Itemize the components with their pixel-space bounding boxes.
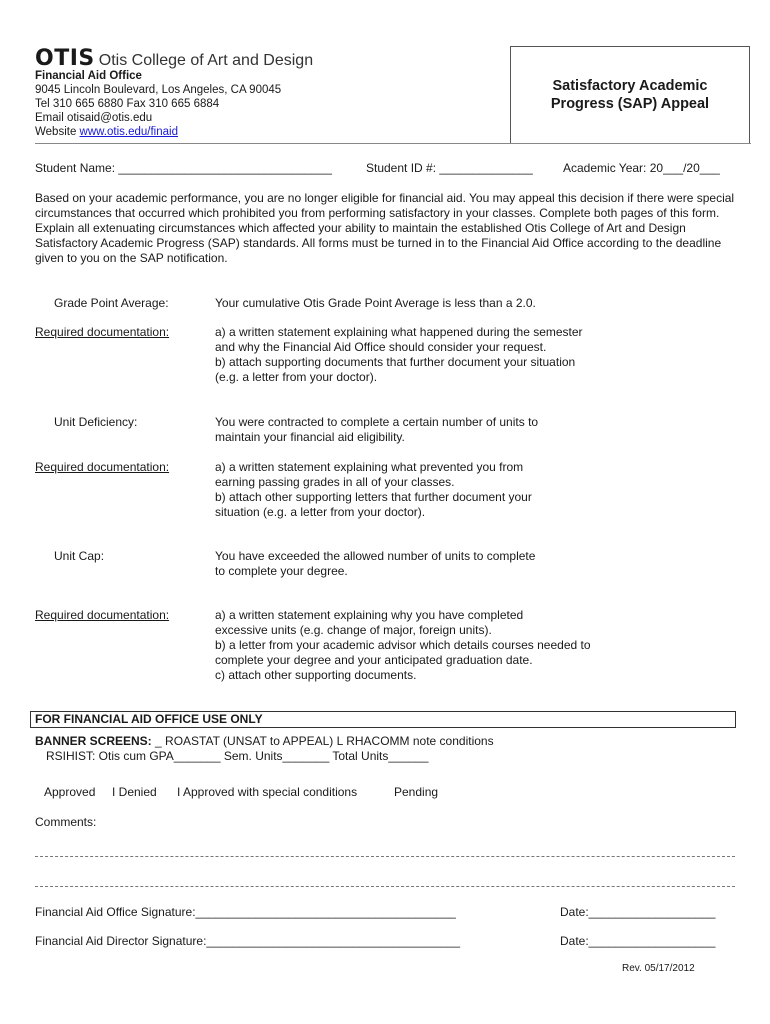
director-signature-field[interactable]: Financial Aid Director Signature:______________________________________ — [35, 934, 461, 948]
gpa-description — [215, 296, 635, 311]
office-signature-date[interactable]: Date:___________________ — [560, 905, 716, 919]
decision-denied[interactable]: I Denied — [112, 785, 157, 799]
comments-label: Comments: — [35, 815, 97, 829]
unit-cap-req-item: a) a written statement explaining why you have completed — [215, 608, 524, 622]
unit-deficiency-req-item: a) a written statement explaining what prevented you from — [215, 460, 524, 474]
gpa-req-item: and why the Financial Aid Office should consider your request. — [215, 340, 547, 354]
college-name: Otis College of Art and Design — [98, 52, 314, 69]
office-website-row — [35, 125, 281, 139]
website-label: Website — [35, 126, 80, 138]
header-divider — [35, 143, 751, 144]
form-title-box — [510, 46, 750, 144]
director-signature-date[interactable]: Date:___________________ — [560, 934, 716, 948]
gpa-label: Grade Point Average: — [54, 296, 169, 310]
form-title-line2: Progress (SAP) Appeal — [550, 96, 710, 112]
unit-cap-description-line: to complete your degree. — [215, 564, 348, 578]
decision-approved-with-conditions[interactable]: I Approved with special conditions — [177, 785, 358, 799]
gpa-req-item: b) attach supporting documents that further document your situation — [215, 355, 576, 369]
unit-cap-required-items — [215, 608, 665, 683]
website-link[interactable]: www.otis.edu/finaid — [79, 126, 178, 138]
comments-line-2[interactable] — [35, 886, 735, 887]
unit-cap-req-item: b) a letter from your academic advisor which details courses needed to — [215, 638, 591, 652]
unit-cap-required-label: Required documentation: — [35, 608, 170, 622]
banner-screens-row — [35, 734, 494, 748]
unit-deficiency-label: Unit Deficiency: — [54, 415, 138, 429]
gpa-req-item: (e.g. a letter from your doctor). — [215, 370, 378, 384]
comments-line-1[interactable] — [35, 856, 735, 857]
banner-screens-label: BANNER SCREENS: — [35, 734, 152, 748]
unit-deficiency-required-items — [215, 460, 635, 520]
logo — [35, 46, 314, 71]
banner-screens-options: _ ROASTAT (UNSAT to APPEAL) L RHACOMM note conditions — [151, 734, 494, 748]
unit-deficiency-description — [215, 415, 635, 445]
office-phone-fax: Tel 310 665 6880 Fax 310 665 6884 — [35, 98, 220, 110]
student-name-field[interactable]: Student Name: ________________________________ — [35, 161, 332, 175]
form-title-line1: Satisfactory Academic — [552, 78, 708, 94]
gpa-description-line: Your cumulative Otis Grade Point Average is less than a 2.0. — [215, 296, 536, 310]
academic-year-field[interactable]: Academic Year: 20___/20___ — [563, 161, 720, 175]
decision-approved[interactable]: Approved — [44, 785, 96, 799]
unit-deficiency-description-line: maintain your financial aid eligibility. — [215, 430, 405, 444]
unit-cap-req-item: complete your degree and your anticipated graduation date. — [215, 653, 533, 667]
unit-deficiency-required-label: Required documentation: — [35, 460, 170, 474]
unit-cap-description — [215, 549, 635, 579]
unit-cap-req-item: excessive units (e.g. change of major, foreign units). — [215, 623, 492, 637]
unit-cap-req-item: c) attach other supporting documents. — [215, 668, 417, 682]
revision-date: Rev. 05/17/2012 — [622, 963, 695, 974]
office-use-heading: FOR FINANCIAL AID OFFICE USE ONLY — [30, 711, 736, 728]
decision-pending[interactable]: Pending — [394, 785, 439, 799]
student-id-field[interactable]: Student ID #: ______________ — [366, 161, 533, 175]
rsihist-row: RSIHIST: Otis cum GPA_______ Sem. Units_______ Total Units______ — [46, 749, 429, 763]
office-address: 9045 Lincoln Boulevard, Los Angeles, CA 90045 — [35, 84, 282, 96]
unit-cap-description-line: You have exceeded the allowed number of units to complete — [215, 549, 536, 563]
intro-paragraph: Based on your academic performance, you are no longer eligible for financial aid. You may appeal this decision if there were special circumstances that occurred which prohibited you from performing satisfactory in your classes. Complete both pages of this form. Explain all extenuating circumstances which affected your ability to maintain the established Otis College of Art and Design Satisfactory Academic Progress (SAP) standards. All forms must be turned in to the Financial Aid Office according to the deadline given to you on the SAP notification. — [35, 191, 735, 265]
unit-deficiency-description-line: You were contracted to complete a certain number of units to — [215, 415, 539, 429]
gpa-required-items — [215, 325, 635, 385]
logo-mark: OTIS — [35, 46, 95, 71]
gpa-required-label: Required documentation: — [35, 325, 170, 339]
unit-deficiency-req-item: earning passing grades in all of your classes. — [215, 475, 455, 489]
gpa-req-item: a) a written statement explaining what happened during the semester — [215, 325, 583, 339]
unit-deficiency-req-item: situation (e.g. a letter from your doctor). — [215, 505, 426, 519]
office-email: Email otisaid@otis.edu — [35, 112, 153, 124]
office-signature-field[interactable]: Financial Aid Office Signature:_______________________________________ — [35, 905, 456, 919]
office-name: Financial Aid Office — [35, 70, 142, 82]
unit-cap-label: Unit Cap: — [54, 549, 105, 563]
unit-deficiency-req-item: b) attach other supporting letters that further document your — [215, 490, 532, 504]
office-contact-block — [35, 69, 281, 139]
